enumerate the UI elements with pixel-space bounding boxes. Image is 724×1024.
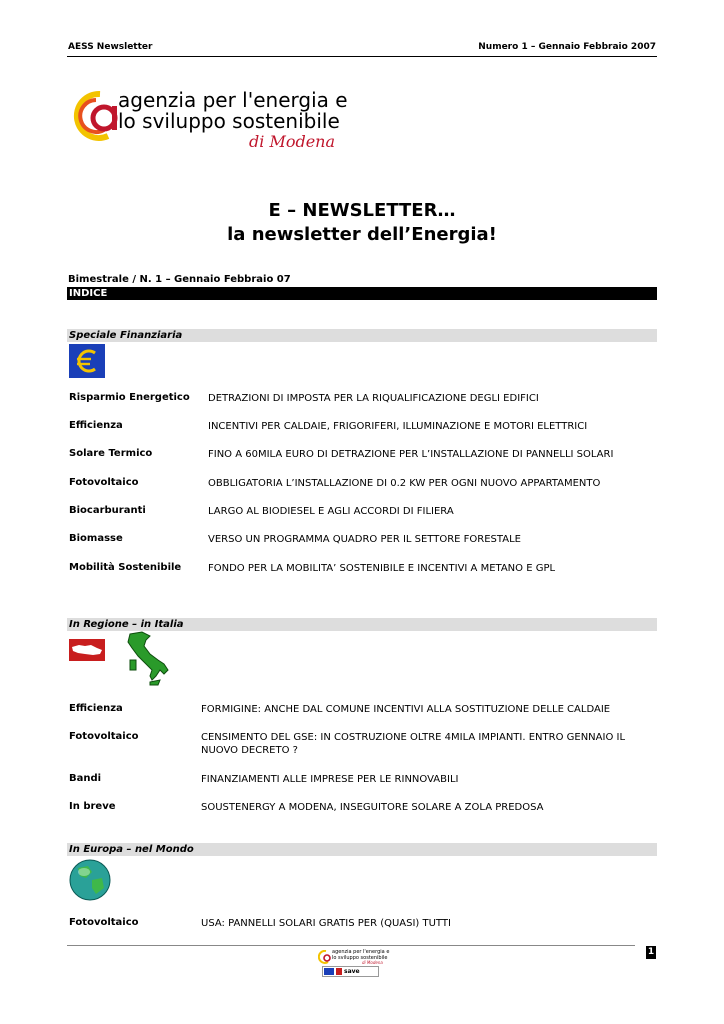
footer-logo-line2: lo sviluppo sostenibile	[332, 955, 388, 961]
footer-badges	[322, 966, 379, 977]
emilia-romagna-map-icon	[69, 639, 105, 661]
newsletter-title: E – NEWSLETTER…	[268, 200, 456, 221]
item-key: Biocarburanti	[69, 505, 146, 516]
section-heading-label: In Europa – nel Mondo	[69, 844, 194, 855]
item-key: Efficienza	[69, 420, 123, 431]
item-value[interactable]: DETRAZIONI DI IMPOSTA PER LA RIQUALIFICAZIONE DEGLI EDIFICI	[208, 393, 539, 404]
index-bar	[67, 287, 657, 300]
index-label: INDICE	[69, 288, 108, 299]
footer-divider	[67, 945, 635, 946]
item-value[interactable]: LARGO AL BIODIESEL E AGLI ACCORDI DI FILIERA	[208, 506, 454, 517]
footer-logo-line3: di Modena	[362, 960, 383, 965]
item-value[interactable]: FINO A 60MILA EURO DI DETRAZIONE PER L’INSTALLAZIONE DI PANNELLI SOLARI	[208, 449, 614, 460]
footer-logo	[318, 949, 388, 967]
item-key: In breve	[69, 801, 116, 812]
item-key: Solare Termico	[69, 448, 153, 459]
item-key: Bandi	[69, 773, 102, 784]
item-key: Fotovoltaico	[69, 477, 139, 488]
footer-logo-line1: agenzia per l'energia e	[332, 949, 390, 955]
item-value[interactable]: SOUSTENERGY A MODENA, INSEGUITORE SOLARE A ZOLA PREDOSA	[201, 802, 544, 813]
item-key: Fotovoltaico	[69, 917, 139, 928]
section-heading-speciale-finanziaria	[67, 329, 657, 342]
save-badge: save	[344, 968, 360, 975]
item-key: Mobilità Sostenibile	[69, 562, 182, 573]
item-key: Biomasse	[69, 533, 123, 544]
eu-flag-icon	[324, 968, 334, 975]
item-value[interactable]: FINANZIAMENTI ALLE IMPRESE PER LE RINNOVABILI	[201, 774, 459, 785]
logo-text-line3: di Modena	[249, 132, 336, 151]
item-value[interactable]: INCENTIVI PER CALDAIE, FRIGORIFERI, ILLUMINAZIONE E MOTORI ELETTRICI	[208, 421, 588, 432]
item-key: Fotovoltaico	[69, 731, 139, 742]
item-value[interactable]: USA: PANNELLI SOLARI GRATIS PER (QUASI) TUTTI	[201, 918, 451, 929]
logo-text-line2: lo sviluppo sostenibile	[118, 109, 340, 133]
item-value[interactable]: OBBLIGATORIA L’INSTALLAZIONE DI 0.2 KW PER OGNI NUOVO APPARTAMENTO	[208, 478, 601, 489]
logo-badge-icon	[336, 968, 342, 975]
logo-mark-icon	[66, 88, 126, 143]
issue-info: Bimestrale / N. 1 – Gennaio Febbraio 07	[68, 274, 291, 285]
header-right: Numero 1 – Gennaio Febbraio 2007	[478, 42, 656, 52]
page-number: 1	[647, 947, 655, 957]
item-value[interactable]: VERSO UN PROGRAMMA QUADRO PER IL SETTORE FORESTALE	[208, 534, 521, 545]
item-value[interactable]: FONDO PER LA MOBILITA’ SOSTENIBILE E INCENTIVI A METANO E GPL	[208, 563, 556, 574]
item-value[interactable]: FORMIGINE: ANCHE DAL COMUNE INCENTIVI ALLA SOSTITUZIONE DELLE CALDAIE	[201, 704, 611, 715]
section-heading-label: In Regione – in Italia	[69, 619, 184, 630]
header-divider	[67, 56, 657, 57]
italy-map-icon	[120, 630, 175, 686]
header-left: AESS Newsletter	[68, 42, 153, 52]
section-heading-label: Speciale Finanziaria	[69, 330, 183, 341]
section-heading-in-europa	[67, 843, 657, 856]
item-key: Efficienza	[69, 703, 123, 714]
footer-logo-mark-icon	[318, 950, 332, 964]
item-value[interactable]: CENSIMENTO DEL GSE: IN COSTRUZIONE OLTRE 4MILA IMPIANTI. ENTRO GENNAIO IL NUOVO DECRETO ?	[201, 732, 626, 756]
newsletter-subtitle: la newsletter dell’Energia!	[227, 224, 497, 245]
item-key: Risparmio Energetico	[69, 392, 190, 403]
euro-icon	[69, 344, 105, 378]
logo-text-line1: agenzia per l'energia e	[118, 88, 348, 112]
agency-logo	[66, 88, 348, 163]
globe-icon	[68, 858, 112, 902]
